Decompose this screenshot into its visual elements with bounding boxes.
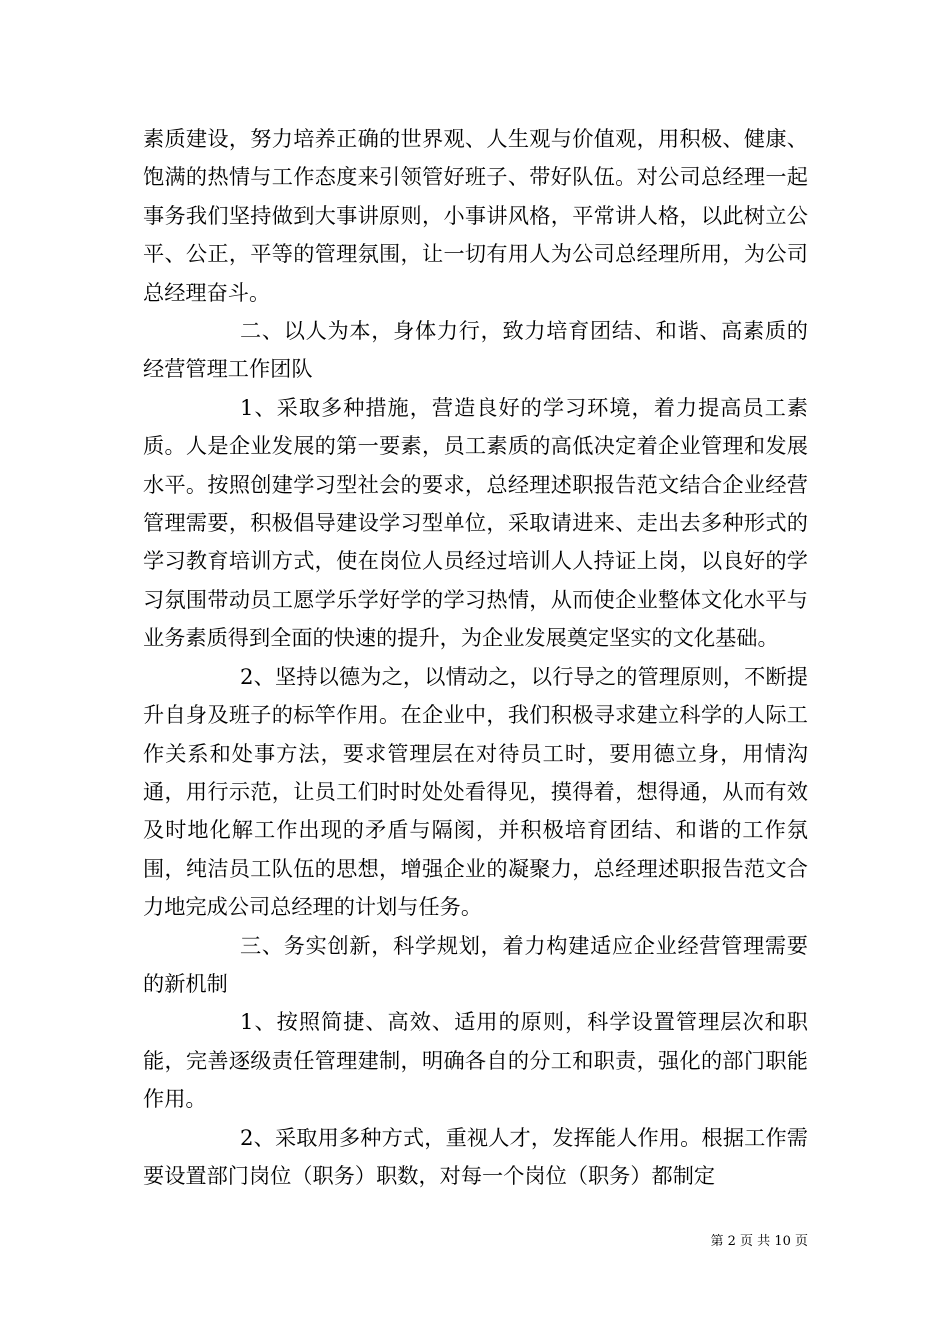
section-heading-2: 二、以人为本，身体力行，致力培育团结、和谐、高素质的经营管理工作团队 [143,318,808,382]
document-body [143,120,808,1195]
section-heading-3: 三、务实创新，科学规划，着力构建适应企业经营管理需要的新机制 [143,932,808,996]
paragraph-2-2: 2、坚持以德为之，以情动之，以行导之的管理原则，不断提升自身及班子的标竿作用。在企业中，我们积极寻求建立科学的人际工作关系和处事方法，要求管理层在对待员工时，要用德立身，用情沟通，用行示范，让员工们时时处处看得见，摸得着，想得通，从而有效及时地化解工作出现的矛盾与隔阂，并积极培育团结、和谐的工作氛围，纯洁员工队伍的思想，增强企业的凝聚力，总经理述职报告范文合力地完成公司总经理的计划与任务。 [143,663,808,920]
page-number: 第 2 页 共 10 页 [710,1234,808,1249]
paragraph-2-1: 1、采取多种措施，营造良好的学习环境，着力提高员工素质。人是企业发展的第一要素，员工素质的高低决定着企业管理和发展水平。按照创建学习型社会的要求，总经理述职报告范文结合企业经营管理需要，积极倡导建设学习型单位，采取请进来、走出去多种形式的学习教育培训方式，使在岗位人员经过培训人人持证上岗，以良好的学习氛围带动员工愿学乐学好学的学习热情，从而使企业整体文化水平与业务素质得到全面的快速的提升，为企业发展奠定坚实的文化基础。 [143,394,808,651]
paragraph-3-2: 2、采取用多种方式，重视人才，发挥能人作用。根据工作需要设置部门岗位（职务）职数，对每一个岗位（职务）都制定 [143,1124,808,1188]
paragraph-continuation: 素质建设，努力培养正确的世界观、人生观与价值观，用积极、健康、饱满的热情与工作态度来引领管好班子、带好队伍。对公司总经理一起事务我们坚持做到大事讲原则，小事讲风格，平常讲人格，以此树立公平、公正，平等的管理氛围，让一切有用人为公司总经理所用，为公司总经理奋斗。 [143,126,808,305]
paragraph-3-1: 1、按照简捷、高效、适用的原则，科学设置管理层次和职能，完善逐级责任管理建制，明确各自的分工和职责，强化的部门职能作用。 [143,1009,808,1112]
